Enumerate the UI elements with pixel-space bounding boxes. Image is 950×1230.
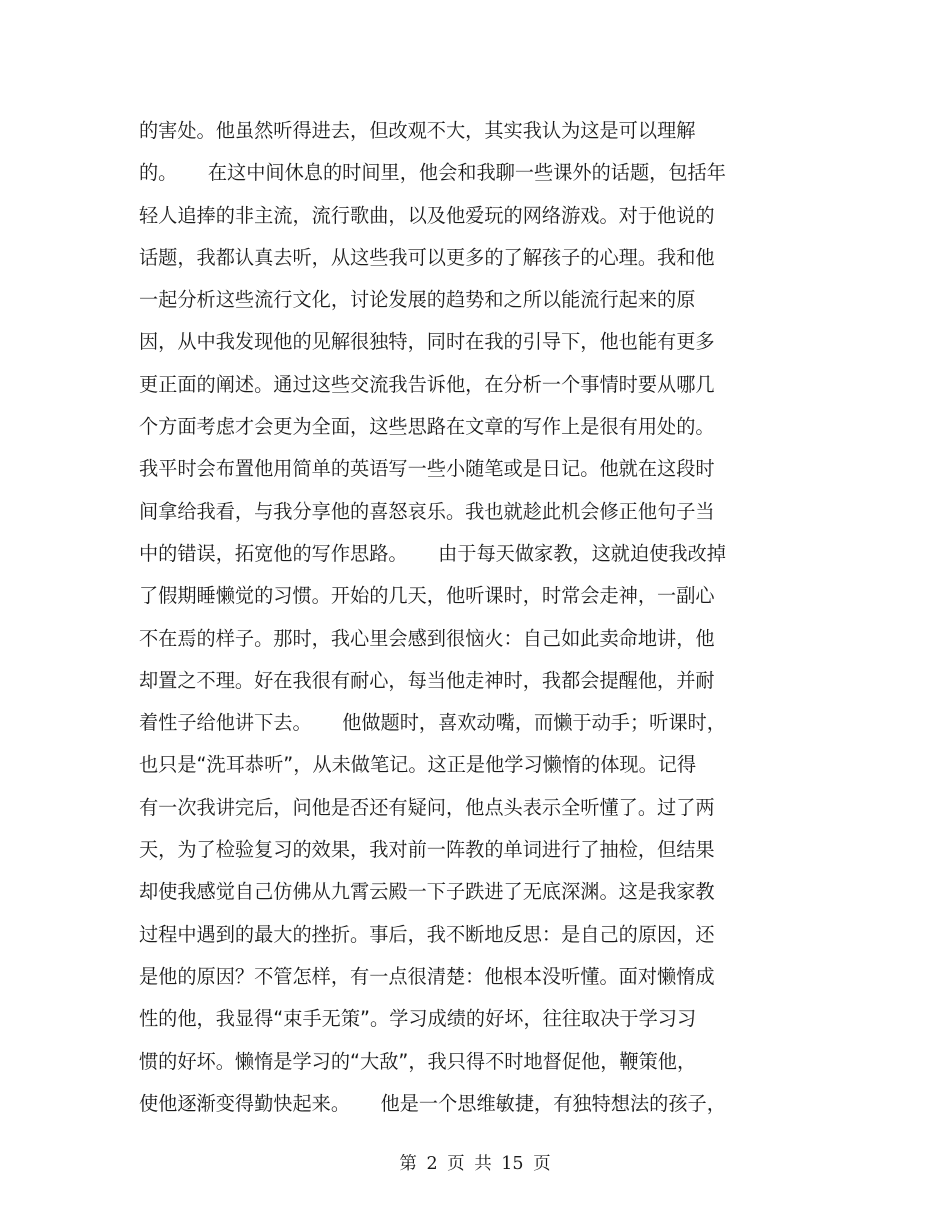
text-line: 因，从中我发现他的见解很独特，同时在我的引导下，他也能有更多: [139, 330, 715, 354]
text-line: 更正面的阐述。通过这些交流我告诉他，在分析一个事情时要从哪几: [139, 372, 715, 396]
text-line: 却置之不理。好在我很有耐心，每当他走神时，我都会提醒他，并耐: [139, 668, 715, 692]
text-line: 着性子给他讲下去。 他做题时，喜欢动嘴，而懒于动手；听课时，: [139, 711, 726, 735]
text-line: 的害处。他虽然听得进去，但改观不大，其实我认为这是可以理解: [139, 119, 696, 142]
text-line: 使他逐渐变得勤快起来。 他是一个思维敏捷，有独特想法的孩子，: [139, 1091, 726, 1115]
text-line: 惯的好坏。懒惰是学习的“大敌”，我只得不时地督促他，鞭策他，: [139, 1049, 697, 1073]
text-line: 却使我感觉自己仿佛从九霄云殿一下子跌进了无底深渊。这是我家教: [139, 880, 715, 904]
body-text: [139, 110, 819, 1125]
text-line: 不在焉的样子。那时，我心里会感到很恼火：自己如此卖命地讲，他: [139, 626, 715, 650]
text-line: 了假期睡懒觉的习惯。开始的几天，他听课时，时常会走神，一副心: [139, 584, 715, 608]
text-line: 过程中遇到的最大的挫折。事后，我不断地反思：是自己的原因，还: [139, 922, 715, 946]
text-line: 有一次我讲完后，问他是否还有疑问，他点头表示全听懂了。过了两: [139, 795, 715, 819]
text-line: 的。 在这中间休息的时间里，他会和我聊一些课外的话题，包括年: [139, 161, 726, 185]
text-line: 一起分析这些流行文化，讨论发展的趋势和之所以能流行起来的原: [139, 288, 696, 312]
text-line: 轻人追捧的非主流，流行歌曲，以及他爱玩的网络游戏。对于他说的: [139, 203, 715, 227]
text-line: 天，为了检验复习的效果，我对前一阵教的单词进行了抽检，但结果: [139, 838, 715, 862]
text-line: 也只是“洗耳恭听”，从未做笔记。这正是他学习懒惰的体现。记得: [139, 753, 697, 777]
text-line: 中的错误，拓宽他的写作思路。 由于每天做家教，这就迫使我改掉: [139, 541, 726, 565]
page-number-footer: 第 2 页 共 15 页: [399, 1154, 551, 1174]
text-line: 是他的原因？不管怎样，有一点很清楚：他根本没听懂。面对懒惰成: [139, 964, 715, 988]
text-line: 我平时会布置他用简单的英语写一些小随笔或是日记。他就在这段时: [139, 457, 715, 481]
text-line: 个方面考虑才会更为全面，这些思路在文章的写作上是很有用处的。: [139, 415, 715, 439]
text-line: 话题，我都认真去听，从这些我可以更多的了解孩子的心理。我和他: [139, 245, 715, 269]
text-line: 间拿给我看，与我分享他的喜怒哀乐。我也就趁此机会修正他句子当: [139, 499, 715, 523]
text-line: 性的他，我显得“束手无策”。学习成绩的好坏，往往取决于学习习: [139, 1007, 697, 1031]
